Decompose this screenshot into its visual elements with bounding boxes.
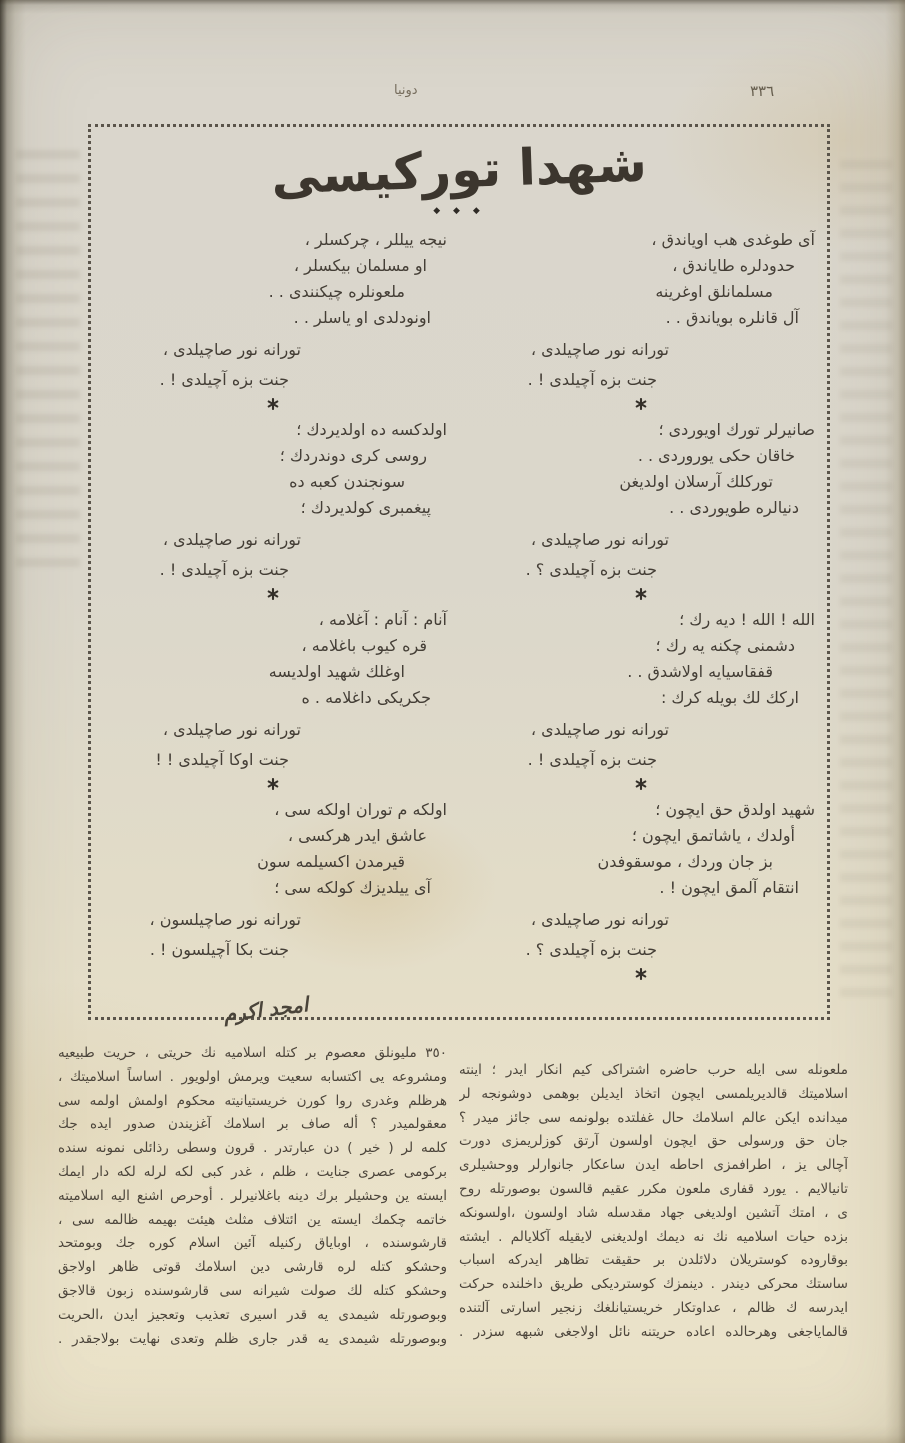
poem-line: قره كيوب باغلامه ، <box>301 636 427 655</box>
poem-stanza <box>471 797 815 983</box>
poem-line: پيغمبرى كولديردك ؛ <box>300 498 431 517</box>
poem-refrain <box>103 905 447 965</box>
article-line: وبوصورتله شيمدى يه قدر اسيرى تعذيب وتعجيز ايدن ،الحريت <box>58 1306 447 1323</box>
poem-line: صانيرلر تورك اويوردى ؛ <box>658 420 815 439</box>
poem-title: شهدا توركيسى <box>270 134 648 206</box>
article-line: وحشكو كتله لره قارشى دين اسلامك قوتى ظاهر اولاجق <box>58 1259 447 1276</box>
article-line: هرظلم وغدرى روا كورن خريستيانيته محكوم اولمش اولمه سى <box>58 1092 447 1109</box>
poem-refrain <box>471 905 815 965</box>
article-line: معقولميدر ؟ أله صاف بر اسلامك آغزيندن صدور ايده جك <box>58 1116 447 1133</box>
poem-refrain <box>471 335 815 395</box>
poem-stanza <box>471 227 815 413</box>
refrain-line: تورانه نور صاچيلدى ، <box>530 340 669 359</box>
poem-line: جكريكى داغلامه . ه <box>301 688 431 707</box>
article-line: ى ، امتك آتشين اولديغى جهاد مقدسله شاد اولسون ،اولسونكه <box>459 1204 848 1221</box>
poem-column-left <box>91 227 459 1027</box>
poem-refrain <box>471 525 815 585</box>
poem-line: أولدك ، ياشاتمق ايچون ؛ <box>631 826 795 845</box>
article-line: وحشكو كتله لك صولت شيرانه سى قارشوسنده زبون قالاجق <box>58 1282 447 1299</box>
refrain-line: تورانه نور صاچيلدى ، <box>162 340 301 359</box>
poem-line: اوغلك شهيد اولديسه <box>268 662 405 681</box>
poem-line: الله ! الله ! ديه رك ؛ <box>679 610 815 629</box>
poem-line: اولكه م توران اولكه سى ، <box>274 800 447 819</box>
flower-asterisk-icon <box>471 585 815 603</box>
ink-bleedthrough-left <box>16 150 80 570</box>
refrain-line: تورانه نور صاچيلدى ، <box>162 720 301 739</box>
poem-line: اونودلدى او ياسلر . . <box>293 308 431 327</box>
poem-line: آل قانلره بوياندق . . <box>665 308 799 327</box>
poem-line: قيرمدن اكسيلمه سون <box>257 852 405 871</box>
poem-refrain <box>471 715 815 775</box>
poem-line: دشمنى چكنه يه رك ؛ <box>655 636 795 655</box>
refrain-line: جنت بزه آچيلدى ؟ . <box>525 940 657 959</box>
poem-column-right <box>459 227 827 1003</box>
refrain-line: جنت بزه آچيلدى ! . <box>159 370 289 389</box>
refrain-line: تورانه نور صاچيلدى ، <box>530 910 669 929</box>
poem-line: حدودلره طاياندق ، <box>672 256 795 275</box>
refrain-line: جنت اوكا آچيلدى ! ! <box>155 750 289 769</box>
ink-bleedthrough-right <box>840 160 892 1010</box>
poem-line: اولدكسه ده اولديردك ؛ <box>296 420 447 439</box>
poet-signature: امجد اكرم <box>222 992 310 1027</box>
refrain-line: جنت بزه آچيلدى ! . <box>159 560 289 579</box>
flower-asterisk-icon <box>471 965 815 983</box>
poem-line: شهيد اولدق حق ايچون ؛ <box>655 800 815 819</box>
article-line: ملعونله سى ايله حرب حاضره اشتراكى كيم انكار ايدر ؛ اينته <box>459 1062 848 1078</box>
refrain-line: تورانه نور صاچيلدى ، <box>530 530 669 549</box>
article-line: اسلاميتك قالديريلمسى ايچون اتخاذ ايديلن بوهمى دوشونجه لر <box>459 1085 848 1102</box>
poem-refrain <box>103 335 447 395</box>
poem-line: آى طوغدى هب اوياندق ، <box>651 230 815 249</box>
poem-stanza <box>471 417 815 603</box>
poem-stanza <box>103 607 447 793</box>
journal-title: دونيا <box>394 83 418 98</box>
article-prose <box>58 1042 848 1351</box>
poem-line: او مسلمان بيكسلر ، <box>293 256 427 275</box>
poem-stanza <box>471 607 815 793</box>
refrain-line: جنت بزه آچيلدى ! . <box>527 750 657 769</box>
poem-border-box <box>88 124 830 1027</box>
article-line: ميدانده ايكن عالم اسلامك حال غفلتده بولونمه سى جائز ميدر ؟ <box>459 1109 848 1126</box>
poem-line: روسى كرى دوندردك ؛ <box>279 446 427 465</box>
article-line: بزده حيات اسلاميه نك نه ديمك اولديغنى لايقيله آكلايالم . ايشته <box>459 1228 848 1245</box>
flower-asterisk-icon <box>103 585 447 603</box>
article-line: قالماياجغى وهرحالده اعاده حريتنه نائل اولاجغى شبهه سزدر . <box>459 1323 848 1340</box>
poem-line: مسلمانلق اوغرينه <box>655 282 773 301</box>
poem-line: قفقاسيايه اولاشدق . . <box>627 662 773 681</box>
article-line: بركومى عصرى جنايت ، ظلم ، غدر كبى لكه لرله لكه دار ايمك <box>58 1163 447 1180</box>
poem-line: ملعونلره چيكنندى . . <box>268 282 405 301</box>
article-line: آچالى يز ، اطرافمزى احاطه ايدن ساعكار جانوارلر ووحشيلرى <box>459 1157 848 1174</box>
poem-line: بز جان وردك ، موسقوفدن <box>597 852 773 871</box>
poem-refrain <box>103 525 447 585</box>
article-line: كلمه لر ( خير ) دن عبارتدر . قرون وسطى رذائلى نمونه سنده <box>58 1140 447 1157</box>
article-line: خاتمه چكمك ايسته ين ائتلاف مثلث هيئت بهيمه ظالمه سى ، <box>58 1211 447 1228</box>
flower-asterisk-icon <box>471 775 815 793</box>
flower-asterisk-icon <box>103 775 447 793</box>
poem-line: دنيالره طويوردى . . <box>669 498 799 517</box>
poem-line: خاقان حكى يوروردى . . <box>637 446 795 465</box>
poem-columns <box>91 227 827 1027</box>
poem-stanza <box>103 417 447 603</box>
article-line: بوقاروده كوستريلان دلائلدن بر حقيقت تظاهر ايدركه اسباب <box>459 1252 848 1269</box>
poem-line: سونجندن كعبه ده <box>289 472 405 491</box>
flower-asterisk-icon <box>471 395 815 413</box>
refrain-line: جنت بكا آچيلسون ! . <box>149 940 289 959</box>
poem-line: انتقام آلمق ايچون ! . <box>659 878 799 897</box>
poem-line: توركلك آرسلان اولديغن <box>619 472 773 491</box>
poem-line: آنام : آنام : آغلامه ، <box>318 610 447 629</box>
article-line: ايدرسه ك ظالم ، عداوتكار خريستيانلغك زنجير اسارتى آلتنده <box>459 1299 848 1316</box>
refrain-line: تورانه نور صاچيلدى ، <box>530 720 669 739</box>
article-line: قارشوسنده ، اوباياق ركنيله آئين اسلام كوره جك وبومتحد <box>58 1235 447 1252</box>
article-line: وبوصورتله شيمدى يه قدر جارى ظلم وتعدى نهايت بولاجقدر . <box>58 1330 447 1347</box>
page-number: ٣٣٦ <box>750 82 775 100</box>
poem-refrain <box>103 715 447 775</box>
refrain-line: تورانه نور صاچيلدى ، <box>162 530 301 549</box>
poem-line: اركك لك بويله كرك : <box>660 688 799 707</box>
refrain-line: جنت بزه آچيلدى ! . <box>527 370 657 389</box>
poem-stanza <box>103 797 447 1027</box>
article-line: ٣٥٠ مليونلق معصوم بر كتله اسلاميه نك حريتى ، حريت طبيعيه <box>58 1045 447 1061</box>
article-line: تانيالايم . يورد قفارى ملعون مكرر عقيم قالسون بوصورتله روح <box>459 1180 848 1197</box>
flower-asterisk-icon <box>103 395 447 413</box>
poem-stanza <box>103 227 447 413</box>
poem-line: عاشق ايدر هركسى ، <box>287 826 427 845</box>
poem-line: نيجه ييللر ، چركسلر ، <box>304 230 447 249</box>
article-line: ساستك محركى ديندر . دينمزك كوسترديكى طريق داخلنده حركت <box>459 1276 848 1293</box>
refrain-line: تورانه نور صاچيلسون ، <box>149 910 301 929</box>
article-line: ايسته ين وحشيلر برك دينه باغلانيرلر . أوحرص اشنع اليه اسلاميته <box>58 1187 447 1204</box>
refrain-line: جنت بزه آچيلدى ؟ . <box>525 560 657 579</box>
poem-line: آى ييلديزك كولكه سى ؛ <box>274 878 431 897</box>
article-line: جان حق ورسولى حق ايچون اولسون آرتق كوزلريمزى دورت <box>459 1133 848 1150</box>
title-diamond-ornament: ◆ ◆ ◆ <box>433 206 485 216</box>
article-line: ومشروعه يى اكتسابه سعيت ويرمش اولويور . اساساً اسلاميتك ، <box>58 1068 447 1085</box>
article-column-right <box>459 1059 848 1351</box>
article-column-left <box>58 1042 447 1351</box>
